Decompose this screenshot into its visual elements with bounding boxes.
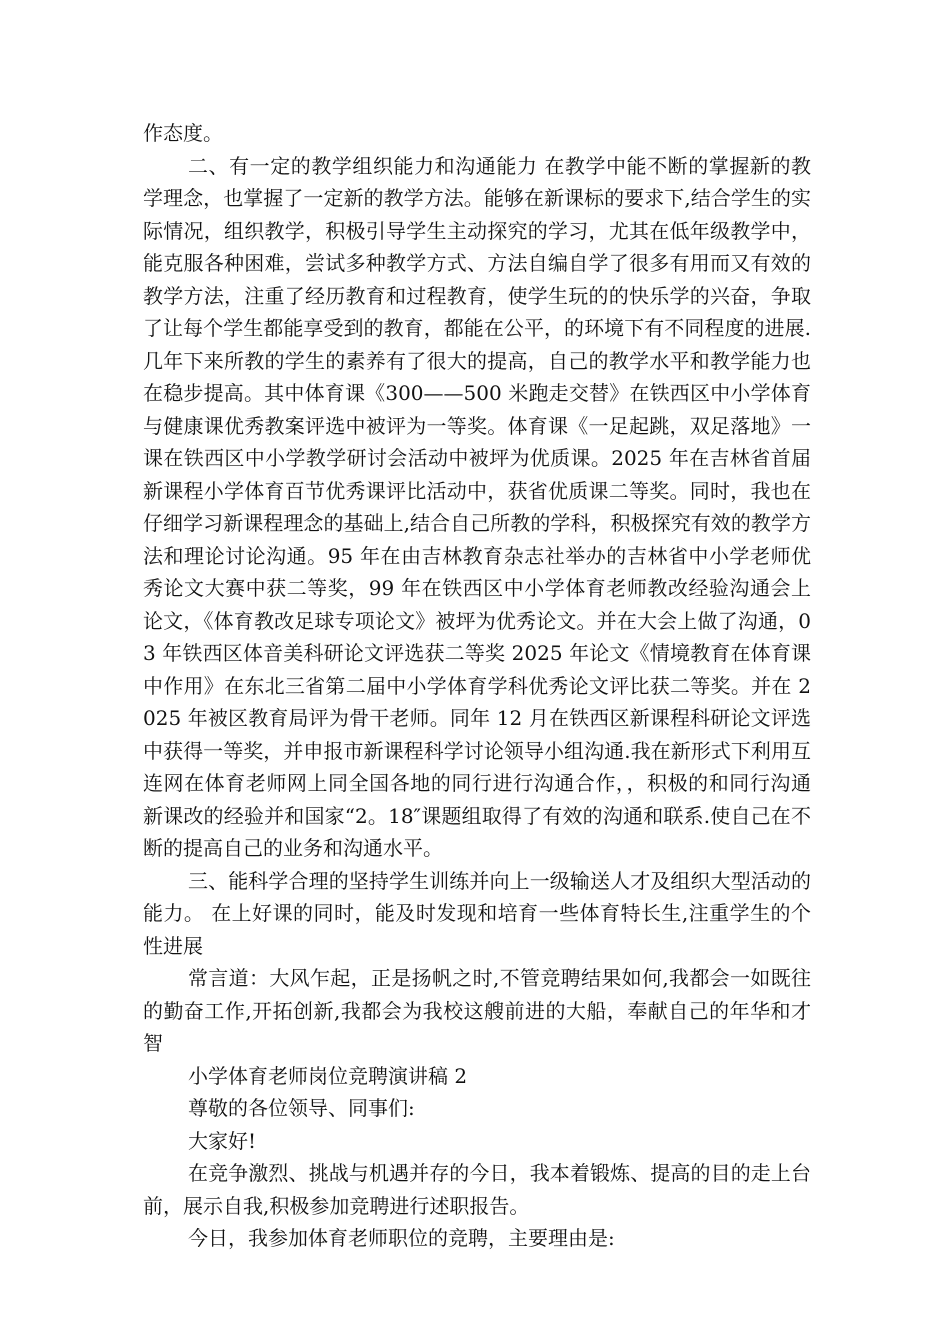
paragraph-section-three: 三、能科学合理的坚持学生训练并向上一级输送人才及组织大型活动的能力。 在上好课的同时，能及时发现和培育一些体育特长生,注重学生的个性进展 — [143, 868, 811, 958]
speech-title: 小学体育老师岗位竞聘演讲稿 2 — [188, 1063, 468, 1088]
paragraph-closing: 常言道：大风乍起，正是扬帆之时,不管竞聘结果如何,我都会一如既往的勤奋工作,开拓创新,我都会为我校这艘前进的大船，奉献自己的年华和才智 — [143, 966, 811, 1055]
greeting: 大家好! — [188, 1128, 257, 1153]
document-body — [143, 117, 811, 1255]
paragraph-continuation: 作态度。 — [143, 121, 223, 145]
paragraph-section-two: 二、有一定的教学组织能力和沟通能力 在教学中能不断的掌握新的教学理念，也掌握了一定新的教学方法。能够在新课标的要求下,结合学生的实际情况，组织教学，积极引导学生主动探究的学习，尤其在低年级教学中，能克服各种困难，尝试多种教学方式、方法自编自学了很多有用而又有效的教学方法，注重了经历教育和过程教育，使学生玩的的快乐学的兴奋，争取了让每个学生都能享受到的教育，都能在公平，的环境下有不同程度的进展.几年下来所教的学生的素养有了很大的提高，自己的教学水平和教学能力也在稳步提高。其中体育课《300——500 米跑走交替》在铁西区中小学体育与健康课优秀教案评选中被评为一等奖。体育课《一足起跳，双足落地》一课在铁西区中小学教学研讨会活动中被坪为优质课。2025 年在吉林省首届新课程小学体育百节优秀课评比活动中，获省优质课二等奖。同时，我也在仔细学习新课程理念的基础上,结合自己所教的学科，积极探究有效的教学方法和理论讨论沟通。95 年在由吉林教育杂志社举办的吉林省中小学老师优秀论文大赛中获二等奖，99 年在铁西区中小学体育老师教改经验沟通会上论文，《体育教改足球专项论文》被坪为优秀论文。并在大会上做了沟通，03 年铁西区体音美科研论文评选获二等奖 2025 年论文《情境教育在体育课中作用》在东北三省第二届中小学体育学科优秀论文评比获二等奖。并在 2025 年被区教育局评为骨干老师。同年 12 月在铁西区新课程科研论文评选中获得一等奖，并申报市新课程科学讨论领导小组沟通.我在新形式下利用互连网在体育老师网上同全国各地的同行进行沟通合作，，积极的和同行沟通新课改的经验并和国家“2。18″课题组取得了有效的沟通和联系.使自己在不断的提高自己的业务和沟通水平。 — [143, 153, 811, 860]
paragraph-intro: 在竞争激烈、挑战与机遇并存的今日，我本着锻炼、提高的目的走上台前，展示自我,积极参加竞聘进行述职报告。 — [143, 1161, 811, 1218]
paragraph-reasons: 今日，我参加体育老师职位的竞聘，主要理由是: — [188, 1226, 615, 1250]
salutation: 尊敬的各位领导、同事们: — [188, 1096, 415, 1120]
